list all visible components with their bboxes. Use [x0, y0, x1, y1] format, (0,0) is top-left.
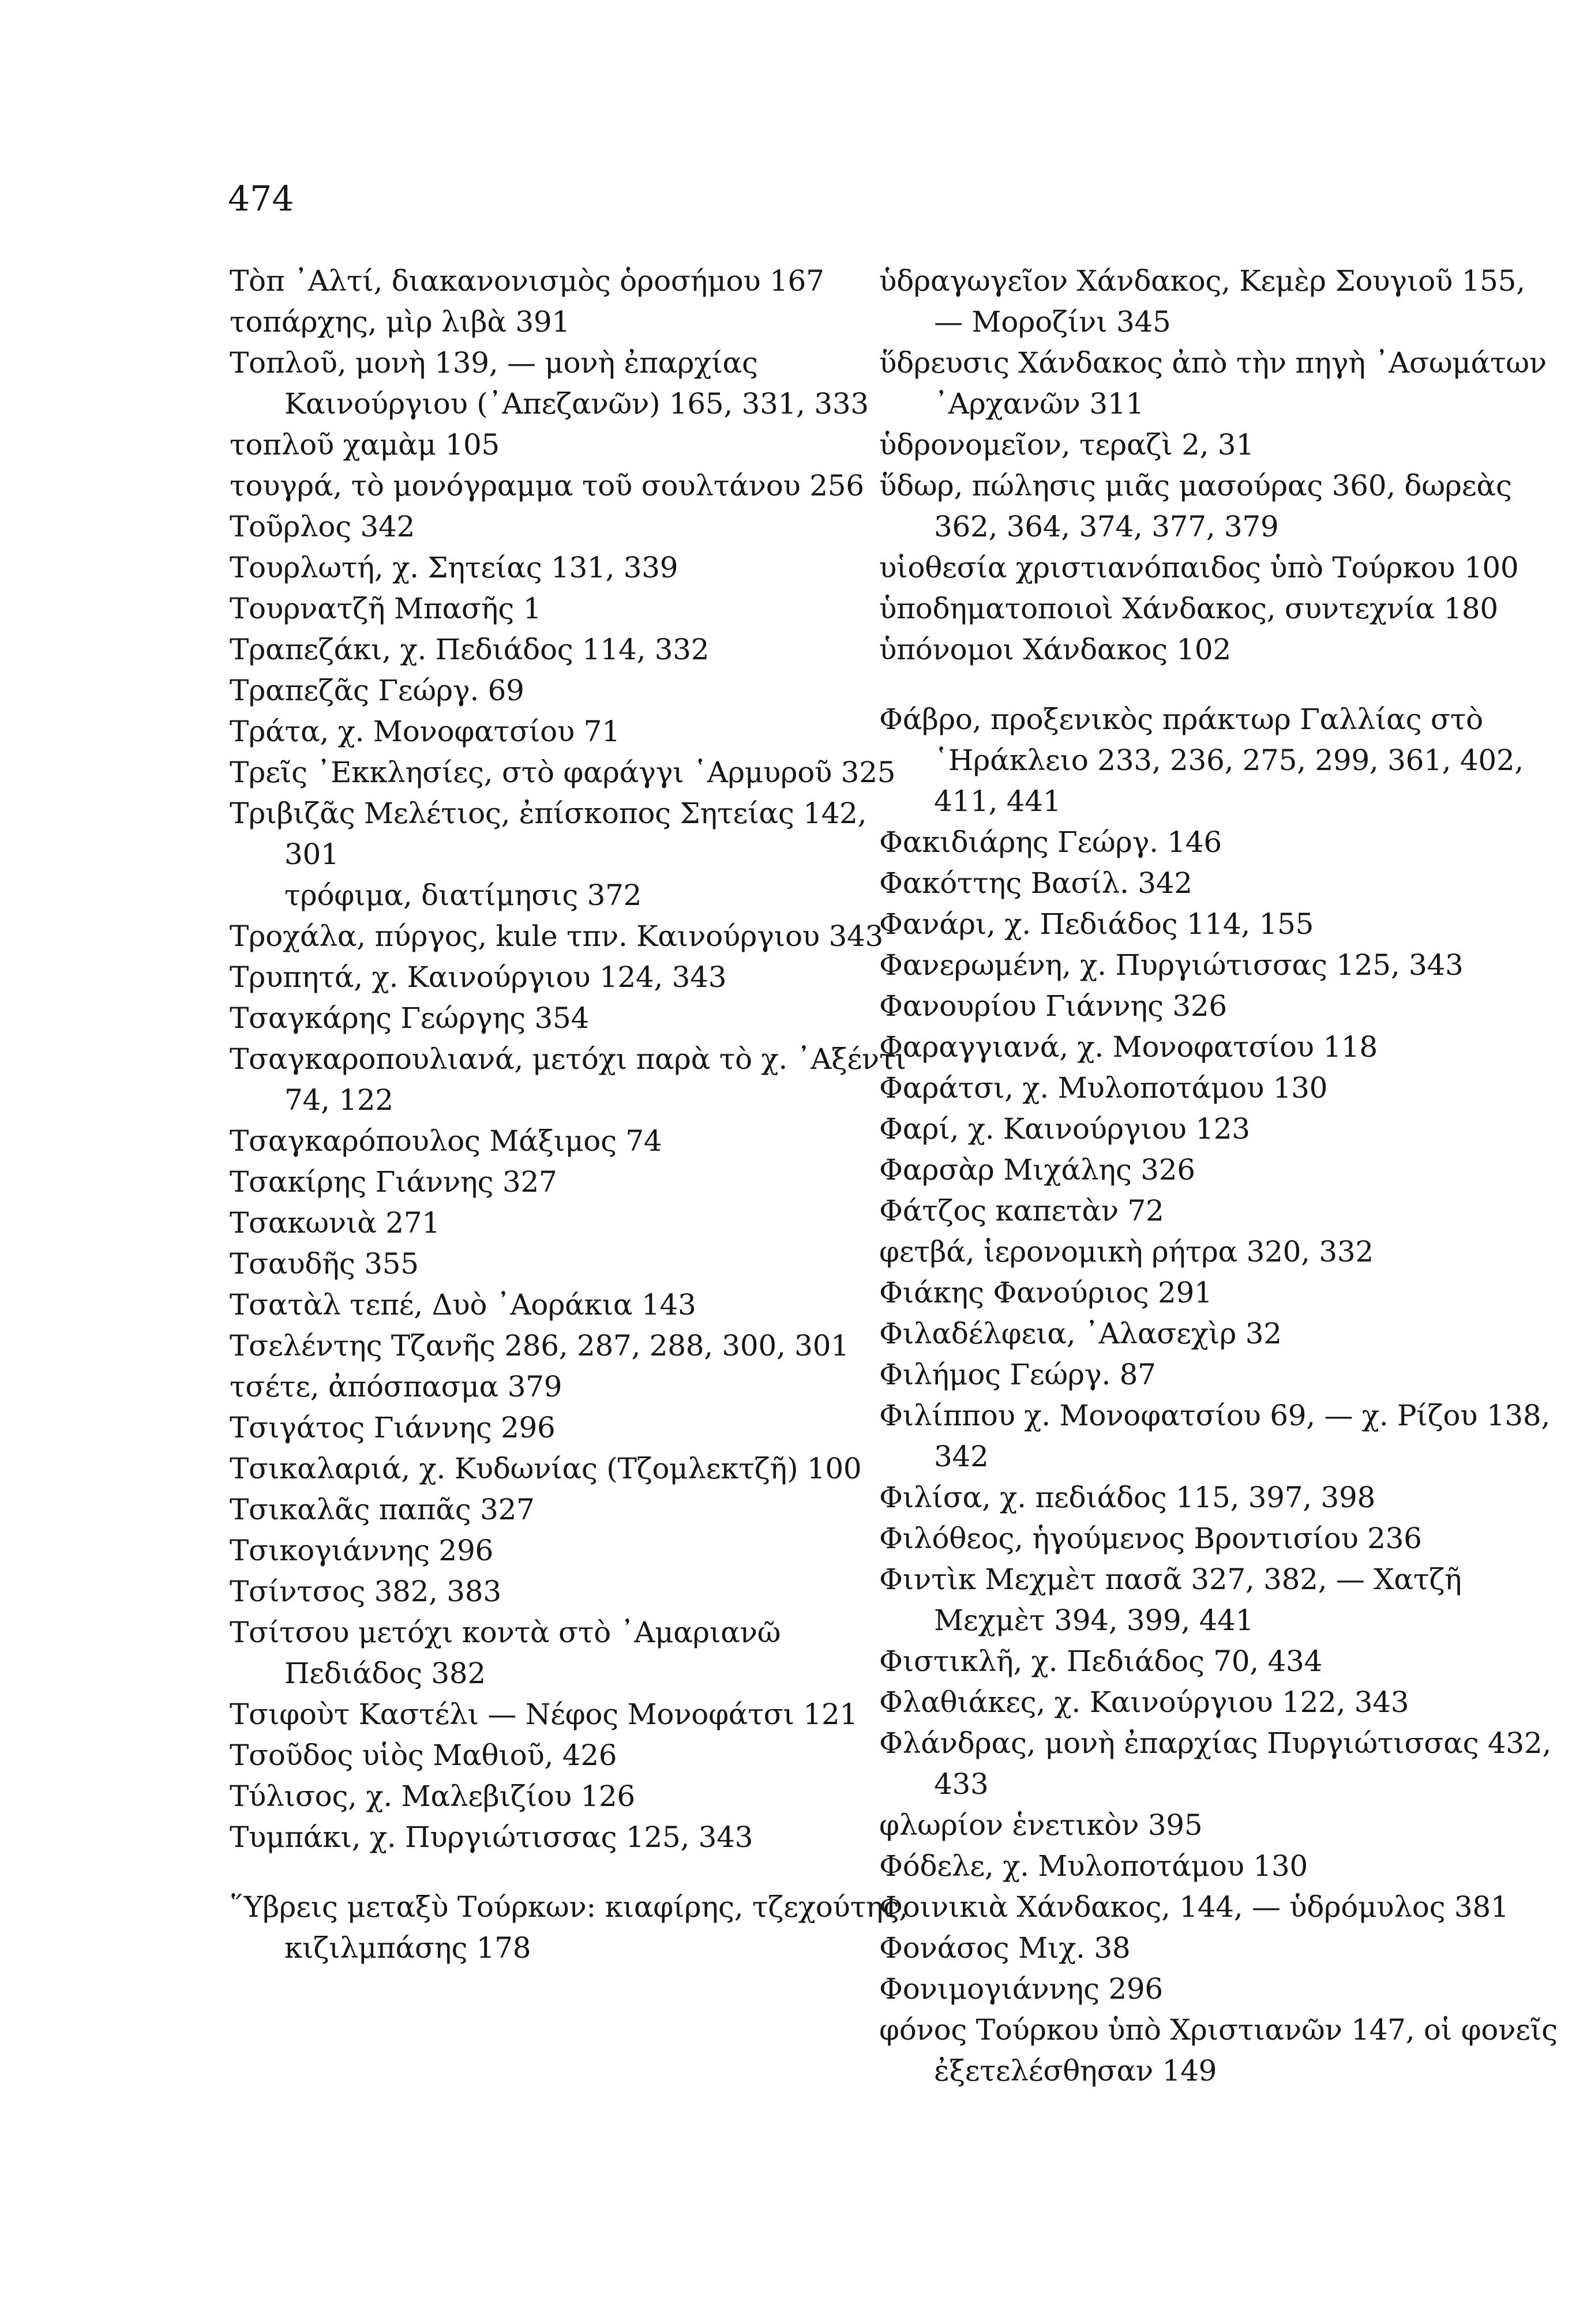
index-entry: Τοῦρλος 342: [230, 510, 415, 543]
index-entry: τουγρά, τὸ μονόγραμμα τοῦ σουλτάνου 256: [230, 469, 864, 502]
index-entry: ὑδρονομεῖον, τεραζὶ 2, 31: [879, 428, 1254, 461]
index-column-right: [879, 261, 1563, 2092]
index-entry: Φιλίππου χ. Μονοφατσίου 69, — χ. Ρίζου 138, 342: [879, 1399, 1551, 1473]
index-entry: Φανουρίου Γιάννης 326: [879, 989, 1227, 1023]
index-entry: υἱοθεσία χριστιανόπαιδος ὑπὸ Τούρκου 100: [879, 551, 1519, 584]
index-entry: Τσικαλᾶς παπᾶς 327: [230, 1493, 535, 1526]
index-entry: Τσίτσου μετόχι κοντὰ στὸ ᾽Αμαριανῶ Πεδιάδος 382: [230, 1616, 781, 1690]
index-entry: Φιλαδέλφεια, ᾽Αλασεχὶρ 32: [879, 1317, 1282, 1350]
index-entry: Φονιμογιάννης 296: [879, 1972, 1163, 2006]
index-entry: Φανάρι, χ. Πεδιάδος 114, 155: [879, 907, 1314, 941]
index-entry: Φλαθιάκες, χ. Καινούργιου 122, 343: [879, 1685, 1409, 1719]
index-entry: Φιάκης Φανούριος 291: [879, 1276, 1213, 1309]
index-entry: ὑδραγωγεῖον Χάνδακος, Κεμὲρ Σουγιοῦ 155, — Μοροζίνι 345: [879, 264, 1525, 339]
index-entry: Φιστικλῆ, χ. Πεδιάδος 70, 434: [879, 1645, 1322, 1678]
index-column-left: [230, 261, 913, 1969]
index-entry: ὑποδηματοποιοὶ Χάνδακος, συντεχνία 180: [879, 592, 1498, 625]
index-entry: Τραπεζάκι, χ. Πεδιάδος 114, 332: [230, 633, 710, 666]
index-entry: Φιντὶκ Μεχμὲτ πασᾶ 327, 382, — Χατζῆ Μεχμὲτ 394, 399, 441: [879, 1563, 1462, 1637]
section-gap: [230, 1858, 913, 1887]
index-entry: τοπλοῦ χαμὰμ 105: [230, 428, 500, 461]
index-entry: Τσικαλαριά, χ. Κυδωνίας (Τζομλεκτζῆ) 100: [230, 1452, 862, 1485]
index-entry: Τσατὰλ τεπέ, Δυὸ ᾽Αοράκια 143: [230, 1288, 696, 1321]
index-entry: Τσοῦδος υἱὸς Μαθιοῦ, 426: [230, 1739, 617, 1772]
index-entry: φόνος Τούρκου ὑπὸ Χριστιανῶν 147, οἱ φονεῖς ἐξετελέσθησαν 149: [879, 2013, 1558, 2088]
index-entry: Φάτζος καπετὰν 72: [879, 1194, 1164, 1227]
index-entry: Τριβιζᾶς Μελέτιος, ἐπίσκοπος Σητείας 142, 301: [230, 797, 867, 871]
index-entry: Τσακωνιὰ 271: [230, 1206, 440, 1240]
index-entry: Φακόττης Βασίλ. 342: [879, 866, 1192, 900]
index-entry: Τρεῖς ᾽Εκκλησίες, στὸ φαράγγι ῾Αρμυροῦ 325: [230, 756, 896, 789]
index-entry: Τσικογιάννης 296: [230, 1534, 493, 1567]
index-entry: Τουρλωτή, χ. Σητείας 131, 339: [230, 551, 678, 584]
index-entry: Φιλόθεος, ἡγούμενος Βροντισίου 236: [879, 1522, 1422, 1555]
index-entry: Φάβρο, προξενικὸς πράκτωρ Γαλλίας στὸ ῾Ηράκλειο 233, 236, 275, 299, 361, 402, 411, 441: [879, 703, 1524, 818]
index-entry: Φιλήμος Γεώργ. 87: [879, 1358, 1156, 1391]
index-entry: Τσαυδῆς 355: [230, 1247, 419, 1281]
index-entry: Τσακίρης Γιάννης 327: [230, 1165, 557, 1199]
index-entry: φετβά, ἱερονομικὴ ρήτρα 320, 332: [879, 1235, 1374, 1268]
index-entry: Φαράτσι, χ. Μυλοποτάμου 130: [879, 1071, 1328, 1105]
index-entry: Φόδελε, χ. Μυλοποτάμου 130: [879, 1849, 1308, 1883]
index-entry: Τσαγκαρόπουλος Μάξιμος 74: [230, 1124, 662, 1158]
index-entry: Τσαγκάρης Γεώργης 354: [230, 1001, 590, 1035]
index-entry: τρόφιμα, διατίμησις 372: [284, 878, 642, 912]
index-entry: ῞Υβρεις μεταξὺ Τούρκων: κιαφίρης, τζεχούτης, κιζιλμπάσης 178: [230, 1890, 908, 1965]
index-entry: Τσιγάτος Γιάννης 296: [230, 1411, 556, 1444]
index-entry: Τσιφοὺτ Καστέλι — Νέφος Μονοφάτσι 121: [230, 1698, 858, 1731]
index-entry: Φαραγγιανά, χ. Μονοφατσίου 118: [879, 1030, 1378, 1064]
index-entry: Τοπλοῦ, μονὴ 139, — μονὴ ἐπαρχίας Καινούργιου (᾽Απεζανῶν) 165, 331, 333: [230, 346, 869, 421]
index-entry: ὑπόνομοι Χάνδακος 102: [879, 633, 1231, 666]
index-entry: Τσίντσος 382, 383: [230, 1575, 501, 1608]
index-entry: Τύλισος, χ. Μαλεβιζίου 126: [230, 1779, 635, 1813]
index-entry: Φαρσὰρ Μιχάλης 326: [879, 1153, 1195, 1187]
section-gap: [879, 670, 1563, 699]
index-entry: Τσελέντης Τζανῆς 286, 287, 288, 300, 301: [230, 1329, 849, 1362]
index-entry: Τουρνατζῆ Μπασῆς 1: [230, 592, 542, 625]
index-entry: Τράτα, χ. Μονοφατσίου 71: [230, 715, 620, 748]
index-entry: τσέτε, ἀπόσπασμα 379: [230, 1370, 562, 1403]
index-entry: Φιλίσα, χ. πεδιάδος 115, 397, 398: [879, 1481, 1375, 1514]
page-number: 474: [228, 179, 294, 219]
index-entry: Τραπεζᾶς Γεώργ. 69: [230, 674, 524, 707]
index-entry: ὕδωρ, πώλησις μιᾶς μασούρας 360, δωρεὰς 362, 364, 374, 377, 379: [879, 469, 1512, 543]
index-entry: Τυμπάκι, χ. Πυργιώτισσας 125, 343: [230, 1820, 753, 1854]
index-entry: Τὸπ ᾽Αλτί, διακανονισμὸς ὁροσήμου 167: [230, 264, 824, 298]
index-entry: Φαρί, χ. Καινούργιου 123: [879, 1112, 1250, 1146]
index-entry: Φακιδιάρης Γεώργ. 146: [879, 825, 1222, 859]
index-entry: Φονάσος Μιχ. 38: [879, 1931, 1131, 1965]
index-entry: Φανερωμένη, χ. Πυργιώτισσας 125, 343: [879, 948, 1464, 982]
index-entry: τοπάρχης, μὶρ λιβὰ 391: [230, 305, 570, 339]
index-entry: φλωρίον ἑνετικὸν 395: [879, 1808, 1203, 1842]
index-entry: Φοινικιὰ Χάνδακος, 144, — ὑδρόμυλος 381: [879, 1890, 1509, 1924]
index-entry: Τροχάλα, πύργος, kule τπν. Καινούργιου 343: [230, 919, 883, 953]
index-entry: ὕδρευσις Χάνδακος ἀπὸ τὴν πηγὴ ᾽Ασωμάτων ᾽Αρχανῶν 311: [879, 346, 1547, 421]
index-entry: Φλάνδρας, μονὴ ἐπαρχίας Πυργιώτισσας 432, 433: [879, 1726, 1552, 1801]
index-entry: Τσαγκαροπουλιανά, μετόχι παρὰ τὸ χ. ᾽Αξέντι 74, 122: [230, 1042, 906, 1117]
index-entry: Τρυπητά, χ. Καινούργιου 124, 343: [230, 960, 727, 994]
